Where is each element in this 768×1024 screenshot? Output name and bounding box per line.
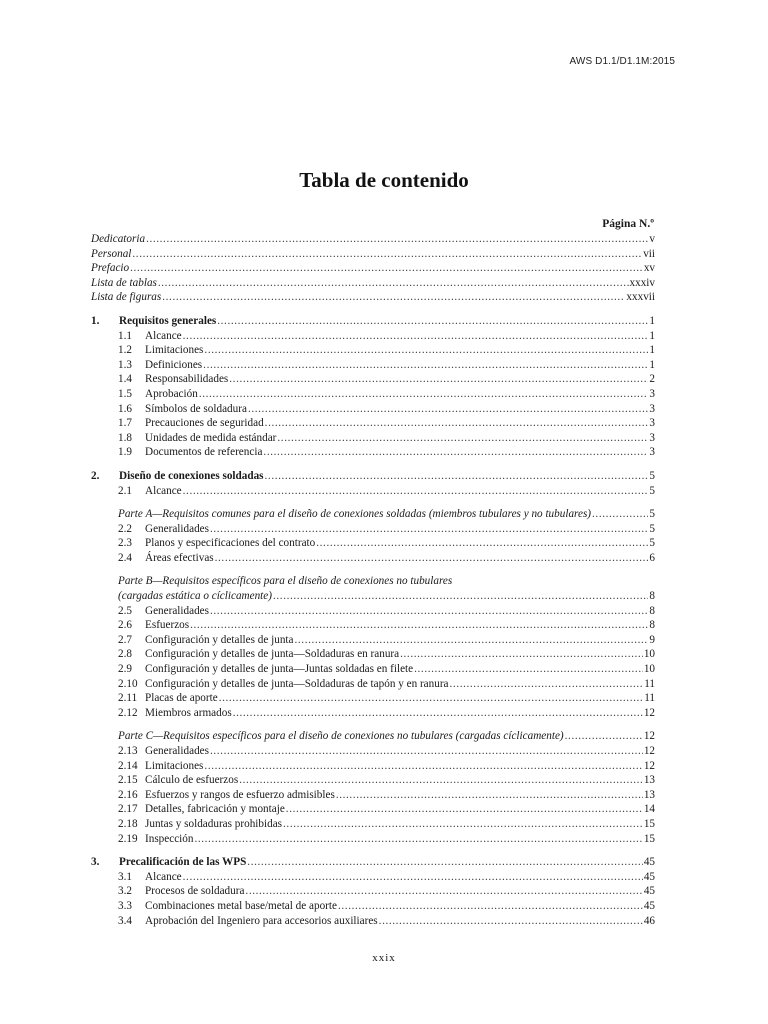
toc-entry-page: xxxvii [626,291,655,304]
dot-leader [183,484,649,499]
toc-entry-label: Precauciones de seguridad [145,417,264,430]
toc-entry-label: Configuración y detalles de junta—Soldaduras en ranura [145,648,400,661]
toc-entry-page: xv [643,262,655,275]
dot-leader [199,387,649,402]
toc-entry-label: Placas de aporte [145,692,218,705]
spacer [91,498,655,507]
toc-entry-label: Responsabilidades [145,373,229,386]
dot-leader [263,445,648,460]
toc-entry-page: 5 [649,484,655,497]
spacer [91,460,655,469]
toc-entry-number: 2.5 [118,604,132,617]
toc-entry-label: Limitaciones [145,759,204,772]
toc-entry-page: 5 [649,522,655,535]
dot-leader [233,706,643,721]
toc-entry-page: 3 [649,402,655,415]
section-entry [91,706,655,721]
dot-leader [204,343,648,358]
dot-leader [203,358,648,373]
dot-leader [273,589,648,604]
toc-entry-label: Limitaciones [145,344,204,357]
toc-entry-page: 3 [649,417,655,430]
dot-leader [247,855,643,870]
toc-entry-number: 2.3 [118,537,132,550]
toc-entry-page: 3 [649,387,655,400]
toc-entry-page: xxxiv [629,276,655,289]
section-entry [91,773,655,788]
toc-entry-page: 8 [649,604,655,617]
toc-entry-label: Aprobación [145,387,198,400]
toc-entry-number: 2.7 [118,633,132,646]
toc-entry-number: 2.14 [118,759,138,772]
spacer [91,720,655,729]
toc-entry-label: Detalles, fabricación y montaje [145,803,285,816]
dot-leader [450,677,644,692]
toc-entry-page: 45 [643,899,655,912]
chapter-heading [91,855,655,870]
toc-entry-label: Símbolos de soldadura [145,402,247,415]
dot-leader [183,329,649,344]
section-entry [91,522,655,537]
toc-entry-label: Miembros armados [145,706,232,719]
toc-entry-page: 12 [643,706,655,719]
dot-leader [183,870,643,885]
dot-leader [265,416,649,431]
toc-entry-label: (cargadas estática o cíclicamente) [118,590,272,603]
toc-entry-page: 1 [649,358,655,371]
toc-entry-page: 12 [643,759,655,772]
page-title: Tabla de contenido [299,168,469,192]
toc-entry-label: Alcance [145,484,182,497]
dot-leader [215,551,649,566]
toc-entry-number: 1.2 [118,344,132,357]
toc-entry-label: Precalificación de las WPS [119,856,247,869]
chapter-heading [91,314,655,329]
toc-entry-number: 1.6 [118,402,132,415]
dot-leader [130,261,643,276]
section-entry [91,402,655,417]
table-of-contents [91,232,655,928]
toc-entry-page: 10 [643,663,655,676]
toc-entry-page: 11 [644,677,655,690]
front-matter-entry [91,276,655,291]
dot-leader [204,759,642,774]
toc-entry-number: 3. [91,856,100,869]
dot-leader [338,899,643,914]
dot-leader [248,402,648,417]
toc-entry-label: Dedicatoria [91,233,146,245]
section-entry [91,484,655,499]
toc-entry-label: Alcance [145,870,182,883]
toc-entry-number: 1.7 [118,417,132,430]
toc-entry-number: 2.12 [118,706,138,719]
toc-entry-number: 2.15 [118,774,138,787]
toc-entry-page: 45 [643,885,655,898]
front-matter-entry [91,261,655,276]
section-entry [91,633,655,648]
dot-leader [295,633,649,648]
dot-leader [146,232,648,247]
dot-leader [219,691,644,706]
toc-entry-label: Documentos de referencia [145,446,263,459]
section-entry [91,604,655,619]
section-entry [91,551,655,566]
dot-leader [132,247,642,262]
toc-entry-number: 2. [91,469,100,482]
section-entry [91,884,655,899]
toc-entry-label: Parte A—Requisitos comunes para el diseño de conexiones soldadas (miembros tubulares y no tubulares) [118,508,592,521]
toc-entry-label: Inspección [145,832,194,845]
toc-entry-page: 15 [643,832,655,845]
toc-entry-label: Unidades de medida estándar [145,431,277,444]
spacer [91,305,655,314]
toc-entry-number: 1.9 [118,446,132,459]
dot-leader [565,729,643,744]
toc-entry-page: 2 [649,373,655,386]
section-entry [91,817,655,832]
dot-leader [239,773,643,788]
section-entry [91,618,655,633]
dot-leader [162,290,625,305]
section-entry [91,431,655,446]
toc-entry-number: 2.9 [118,663,132,676]
toc-entry-page: 13 [643,774,655,787]
section-entry [91,788,655,803]
toc-entry-number: 2.17 [118,803,138,816]
toc-entry-number: 2.8 [118,648,132,661]
section-entry [91,662,655,677]
section-entry [91,387,655,402]
toc-entry-number: 2.10 [118,677,138,690]
toc-entry-page: 14 [643,803,655,816]
toc-entry-page: 5 [649,508,655,521]
chapter-heading [91,469,655,484]
toc-entry-page: 6 [649,551,655,564]
dot-leader [286,802,643,817]
front-matter-entry [91,232,655,247]
section-entry [91,832,655,847]
toc-entry-label: Prefacio [91,262,130,275]
toc-entry-label: Diseño de conexiones soldadas [119,469,264,482]
toc-entry-page: 12 [643,730,655,743]
toc-entry-number: 2.13 [118,745,138,757]
toc-entry-page: vii [643,247,655,260]
section-entry [91,416,655,431]
part-heading [91,507,655,522]
document-code-header: AWS D1.1/D1.1M:2015 [569,56,675,67]
toc-entry-page: 45 [643,870,655,883]
dot-leader [414,662,643,677]
dot-leader [217,314,648,329]
toc-entry-page: 3 [649,446,655,459]
dot-leader [277,431,648,446]
toc-entry-number: 2.4 [118,551,132,564]
toc-entry-number: 2.11 [118,692,138,705]
toc-entry-label: Definiciones [145,358,203,371]
toc-entry-number: 2.6 [118,619,132,632]
section-entry [91,647,655,662]
dot-leader [283,817,643,832]
toc-entry-label: Alcance [145,329,182,342]
toc-entry-label: Combinaciones metal base/metal de aporte [145,899,337,912]
toc-entry-label: Lista de tablas [91,276,157,289]
toc-entry-label: Áreas efectivas [145,551,214,564]
toc-entry-page: 1 [649,344,655,357]
toc-entry-label: Configuración y detalles de junta [145,633,294,646]
toc-entry-page: 10 [643,648,655,661]
front-matter-entry [91,290,655,305]
dot-leader [316,536,648,551]
section-entry [91,802,655,817]
dot-leader [245,884,642,899]
section-entry [91,899,655,914]
toc-entry-number: 2.1 [118,484,132,497]
section-entry [91,329,655,344]
dot-leader [592,507,648,522]
toc-entry-page: 8 [649,590,655,603]
page-column-label: Página N.º [602,218,654,230]
toc-entry-label: Generalidades [145,522,209,535]
toc-entry-number: 1.5 [118,387,132,400]
toc-entry-label: Generalidades [145,745,209,757]
toc-entry-number: 2.16 [118,788,138,801]
section-entry [91,358,655,373]
toc-entry-number: 2.19 [118,832,138,845]
section-entry [91,445,655,460]
toc-entry-number: 3.1 [118,870,132,883]
toc-entry-label: Lista de figuras [91,291,162,304]
toc-entry-label: Cálculo de esfuerzos [145,774,239,787]
section-entry [91,744,655,759]
part-heading [91,589,655,604]
toc-entry-page: 13 [643,788,655,801]
section-entry [91,759,655,774]
toc-entry-label: Personal [91,247,132,260]
toc-entry-page: 5 [649,469,655,482]
toc-entry-label: Generalidades [145,604,209,617]
front-matter-entry [91,247,655,262]
section-entry [91,914,655,929]
toc-entry-label: Aprobación del Ingeniero para accesorios auxiliares [145,914,378,927]
dot-leader [190,618,648,633]
toc-entry-page: 45 [643,856,655,869]
toc-entry-page: 9 [649,633,655,646]
toc-entry-page: 1 [649,314,655,327]
toc-entry-page: 5 [649,537,655,550]
toc-entry-label: Juntas y soldaduras prohibidas [145,817,283,830]
toc-entry-label: Procesos de soldadura [145,885,245,898]
section-entry [91,343,655,358]
toc-entry-page: 46 [643,914,655,927]
dot-leader [379,914,643,929]
page-number-footer: xxix [372,952,396,964]
dot-leader [210,744,643,759]
toc-entry-page: 8 [649,619,655,632]
toc-entry-page: 1 [649,329,655,342]
part-heading [91,729,655,744]
toc-entry-number: 2.18 [118,817,138,830]
toc-entry-page: 3 [649,431,655,444]
toc-entry-number: 3.3 [118,899,132,912]
part-heading-line: Parte B—Requisitos específicos para el diseño de conexiones no tubulares [118,575,453,588]
toc-entry-label: Requisitos generales [119,314,217,327]
dot-leader [229,372,648,387]
section-entry [91,536,655,551]
section-entry [91,372,655,387]
toc-entry-page: 11 [644,692,655,705]
dot-leader [158,276,629,291]
toc-entry-number: 1.8 [118,431,132,444]
toc-entry-page: 12 [643,745,655,757]
toc-entry-label: Esfuerzos y rangos de esfuerzo admisibles [145,788,335,801]
toc-entry-page: v [649,233,655,245]
toc-entry-number: 3.2 [118,885,132,898]
section-entry [91,691,655,706]
toc-entry-label: Configuración y detalles de junta—Juntas soldadas en filete [145,663,414,676]
toc-entry-page: 15 [643,817,655,830]
dot-leader [336,788,643,803]
toc-entry-number: 1. [91,314,100,327]
spacer [91,565,655,574]
section-entry [91,677,655,692]
dot-leader [210,522,648,537]
toc-entry-number: 3.4 [118,914,132,927]
toc-entry-number: 1.1 [118,329,132,342]
toc-entry-number: 1.3 [118,358,132,371]
toc-entry-label: Configuración y detalles de junta—Soldaduras de tapón y en ranura [145,677,449,690]
toc-entry-label: Esfuerzos [145,619,190,632]
toc-entry-label: Parte C—Requisitos específicos para el diseño de conexiones no tubulares (cargadas cíclicamente) [118,730,564,743]
dot-leader [194,832,642,847]
dot-leader [400,647,643,662]
spacer [91,846,655,855]
toc-entry-number: 2.2 [118,522,132,535]
dot-leader [210,604,648,619]
toc-entry-label: Planos y especificaciones del contrato [145,537,316,550]
dot-leader [265,469,649,484]
toc-entry-number: 1.4 [118,373,132,386]
section-entry [91,870,655,885]
